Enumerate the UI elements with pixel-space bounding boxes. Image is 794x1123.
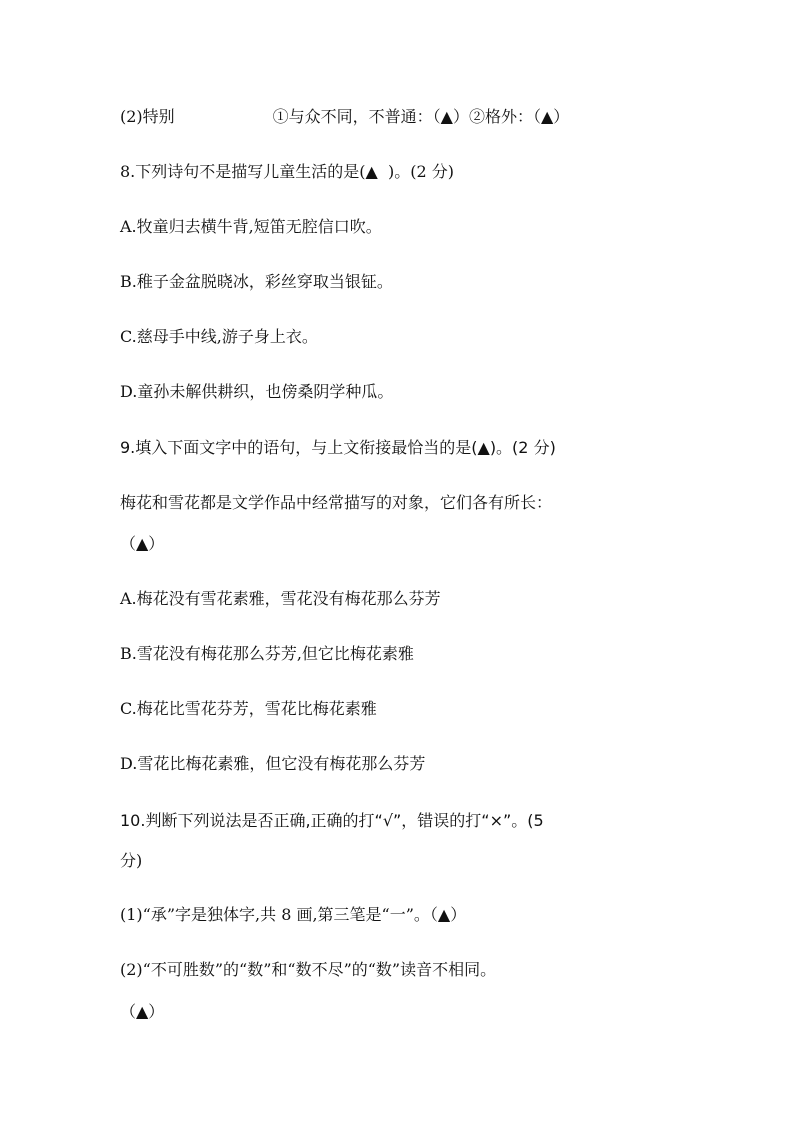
question-10-item-2: (2)“不可胜数”的“数”和“数不尽”的“数”读音不相同。 (120, 960, 497, 979)
question-7-2-meanings: ①与众不同，不普通：（▲）②格外：（▲） (272, 107, 570, 126)
question-8-option-a: A.牧童归去横牛背,短笛无腔信口吹。 (120, 217, 382, 236)
question-10-item-2-answer-blank: （▲） (120, 1002, 165, 1021)
question-9-option-a: A.梅花没有雪花素雅，雪花没有梅花那么芬芳 (120, 589, 441, 608)
question-9-answer-blank: （▲） (120, 534, 165, 553)
question-9-stem: 9.填入下面文字中的语句，与上文衔接最恰当的是(▲)。(2 分) (120, 438, 556, 457)
question-9-option-d: D.雪花比梅花素雅，但它没有梅花那么芬芳 (120, 754, 426, 773)
question-9-option-b: B.雪花没有梅花那么芬芳,但它比梅花素雅 (120, 644, 414, 663)
question-7-2 (120, 106, 680, 128)
question-8-option-c: C.慈母手中线,游子身上衣。 (120, 327, 318, 346)
question-8-stem: 8.下列诗句不是描写儿童生活的是(▲ )。(2 分) (120, 162, 454, 181)
question-10-item-1: (1)“承”字是独体字,共 8 画,第三笔是“一”。（▲） (120, 905, 467, 924)
question-8-option-b: B.稚子金盆脱晓冰，彩丝穿取当银钲。 (120, 272, 393, 291)
question-10-stem-continued: 分) (120, 851, 143, 870)
question-9-option-c: C.梅花比雪花芬芳，雪花比梅花素雅 (120, 699, 377, 718)
question-10-stem: 10.判断下列说法是否正确,正确的打“√”，错误的打“×”。(5 (120, 811, 544, 830)
question-9-passage: 梅花和雪花都是文学作品中经常描写的对象，它们各有所长： (120, 493, 553, 512)
question-8-option-d: D.童孙未解供耕织，也傍桑阴学种瓜。 (120, 382, 394, 401)
question-7-2-label: (2)特别 (120, 107, 175, 126)
